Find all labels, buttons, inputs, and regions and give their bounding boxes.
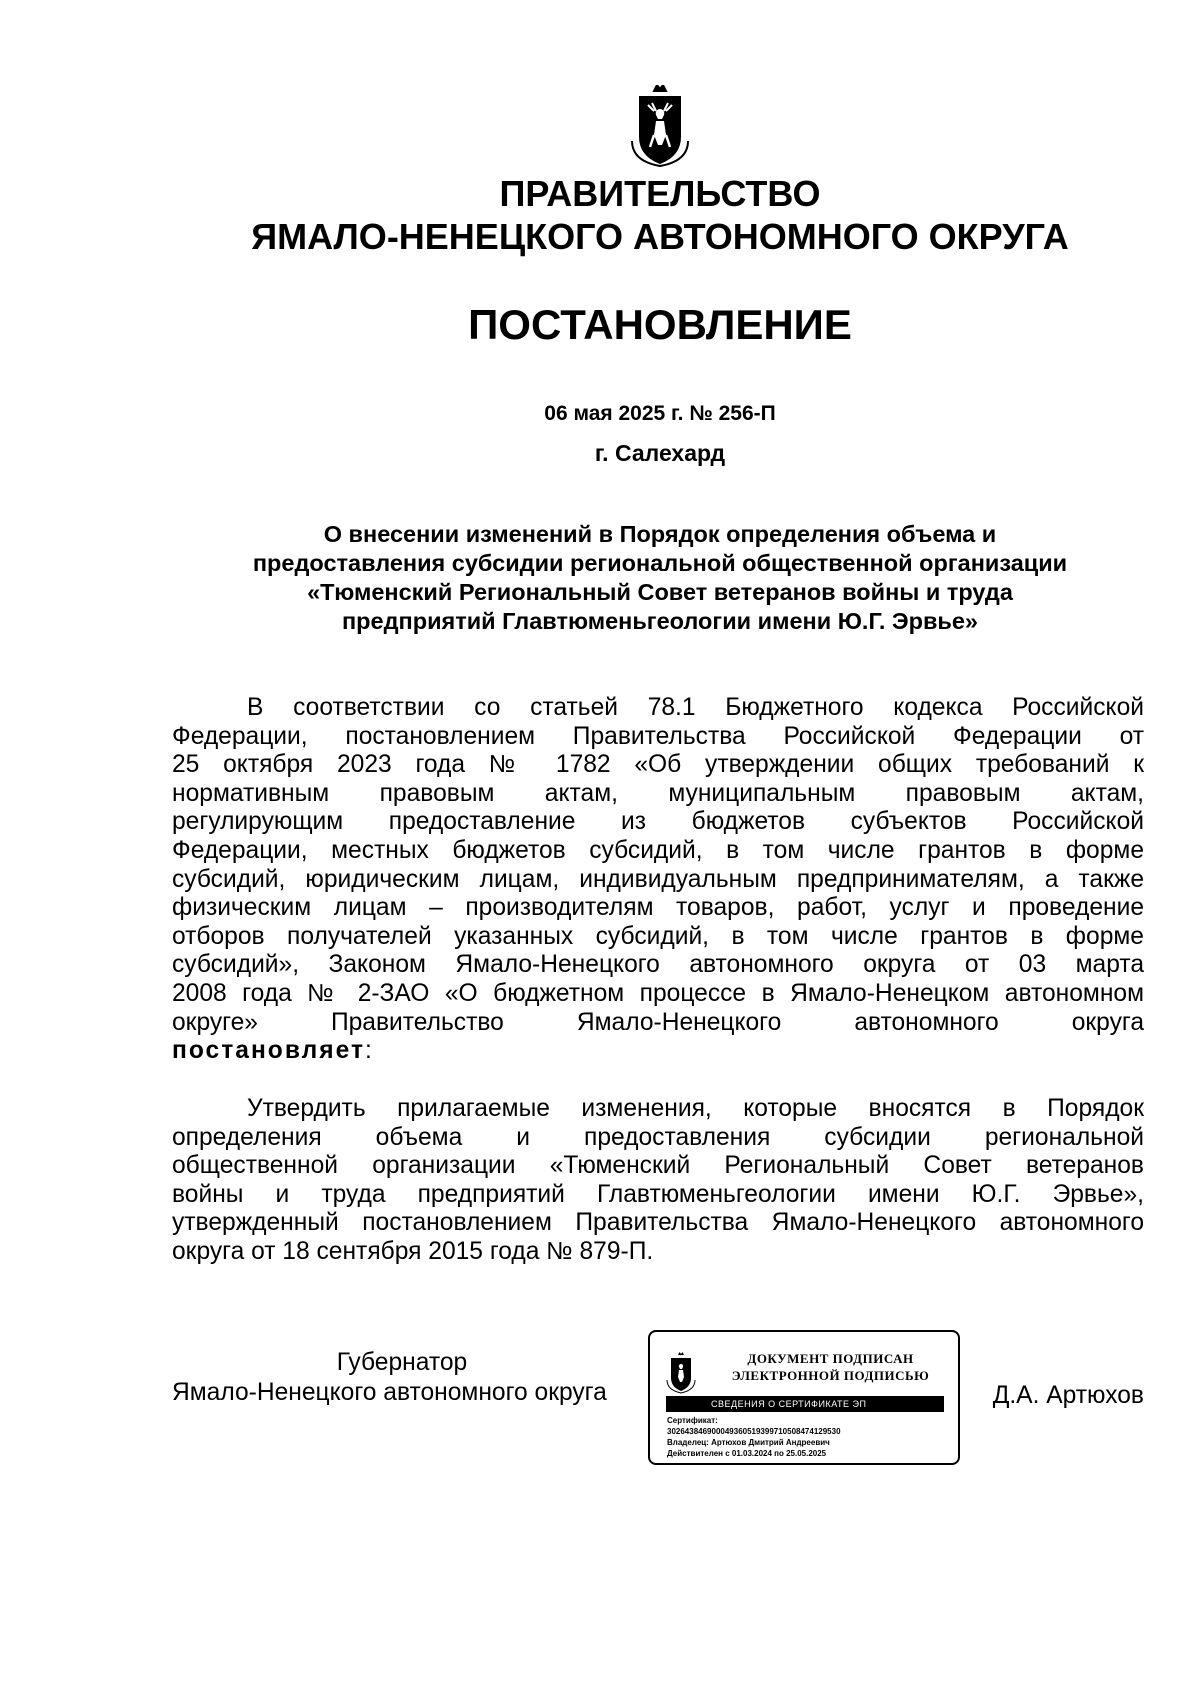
paragraph-line: Федерации, постановлением Правительства Российской Федерации от [172,722,1144,750]
stamp-owner: Владелец: Артюхов Дмитрий Андреевич [667,1438,830,1447]
document-title-line: О внесении изменений в Порядок определения объема и [323,521,997,547]
stamp-certificate-info [667,1415,841,1459]
paragraph-line: утвержденный постановлением Правительства Ямало-Ненецкого автономного [172,1209,1144,1237]
stamp-title [718,1350,943,1384]
signatory-title-line2: Ямало-Ненецкого автономного округа [172,1379,607,1406]
signatory-title [172,1348,632,1408]
paragraph-line: субсидий, юридическим лицам, индивидуальным предпринимателям, а также [172,865,1144,893]
paragraph-line: округа от 18 сентября 2015 года № 879-П. [172,1237,654,1265]
document-title-line: предприятий Главтюменьгеологии имени Ю.Г. Эрвье» [341,608,978,634]
signatory-name: Д.А. Артюхов [992,1382,1144,1409]
paragraph-line [172,1037,1144,1066]
paragraph-line: 25 октября 2023 года № 1782 «Об утверждении общих требований к [172,751,1144,779]
stamp-title-line2: ЭЛЕКТРОННОЙ ПОДПИСЬЮ [731,1368,930,1383]
document-title-line: предоставления субсидии региональной общественной организации [252,550,1068,576]
stamp-valid: Действителен с 01.03.2024 по 25.05.2025 [667,1449,827,1458]
paragraph-line: Утвердить прилагаемые изменения, которые вносятся в Порядок [247,1095,1144,1122]
document-type: ПОСТАНОВЛЕНИЕ [468,301,852,348]
paragraph-line: определения объема и предоставления субсидии региональной [172,1123,1144,1151]
paragraph-line: общественной организации «Тюменский Региональный Совет ветеранов [172,1152,1144,1180]
signatory-title-line1: Губернатор [336,1349,468,1376]
stamp-certificate-bar: СВЕДЕНИЯ О СЕРТИФИКАТЕ ЭП [666,1396,944,1412]
paragraph-line: субсидий», Законом Ямало-Ненецкого автономного округа от 03 марта [172,951,1144,979]
organization-name-line2: ЯМАЛО-НЕНЕЦКОГО АВТОНОМНОГО ОКРУГА [251,216,1069,257]
coat-of-arms-emblem [630,85,690,167]
document-title-line: «Тюменский Региональный Совет ветеранов войны и труда [307,579,1013,605]
electronic-signature-stamp [648,1330,960,1465]
paragraph-line: регулирующим предоставление из бюджетов субъектов Российской [172,808,1144,836]
stamp-emblem-icon [666,1352,696,1394]
resolves-colon: : [365,1037,372,1065]
paragraph-line: Федерации, местных бюджетов субсидий, в том числе грантов в форме [172,836,1144,864]
paragraph-line: В соответствии со статьей 78.1 Бюджетного кодекса Российской [247,694,1144,721]
paragraph-line: физическим лицам – производителям товаров, работ, услуг и проведение [172,894,1144,922]
paragraph-line: отборов получателей указанных субсидий, в том числе грантов в форме [172,922,1144,950]
document-date-number: 06 мая 2025 г. № 256-П [544,402,776,425]
stamp-cert-label: Сертификат: [667,1416,718,1425]
paragraph-line: округе» Правительство Ямало-Ненецкого автономного округа [172,1008,1144,1036]
paragraph-line: нормативным правовым актам, муниципальным правовым актам, [172,779,1144,807]
document-title [60,520,1200,636]
preamble-paragraph [172,694,1144,1066]
organization-name-line1: ПРАВИТЕЛЬСТВО [499,173,821,214]
resolution-paragraph [172,1095,1144,1267]
document-city: г. Салехард [594,440,726,466]
paragraph-line: войны и труда предприятий Главтюменьгеологии имени Ю.Г. Эрвье», [172,1180,1144,1208]
resolves-word: постановляет [172,1037,365,1065]
stamp-title-line1: ДОКУМЕНТ ПОДПИСАН [747,1351,914,1366]
paragraph-line: 2008 года № 2-ЗАО «О бюджетном процессе в Ямало-Ненецком автономном [172,979,1144,1007]
stamp-cert-number: 302643846900049360519399710508474129530 [667,1427,841,1436]
